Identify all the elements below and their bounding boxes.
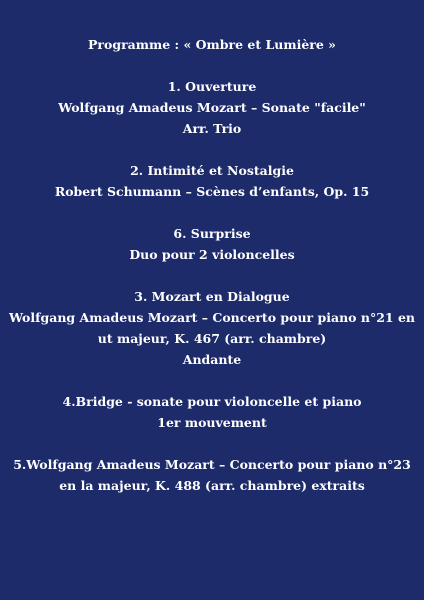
item-heading: 2. Intimité et Nostalgie [130,163,294,178]
item-work: Duo pour 2 violoncelles [129,247,295,262]
item-heading: 6. Surprise [173,226,251,241]
programme-item-surprise [0,223,424,265]
item-heading: 4.Bridge - sonate pour violoncelle et piano [62,394,362,409]
programme-item-ouverture [0,76,424,139]
item-heading: 3. Mozart en Dialogue [134,289,290,304]
programme-item-intimite [0,160,424,202]
item-heading: 5.Wolfgang Amadeus Mozart – Concerto pour piano n°23 en la majeur, K. 488 (arr. chambre) extraits [13,457,411,493]
item-detail: 1er mouvement [157,415,267,430]
item-heading: 1. Ouverture [167,79,257,94]
item-work: Robert Schumann – Scènes d’enfants, Op. 15 [54,184,370,199]
item-work: Wolfgang Amadeus Mozart – Concerto pour piano n°21 en ut majeur, K. 467 (arr. chambre) [9,310,415,346]
programme-item-mozart-dialogue [0,286,424,370]
item-detail: Andante [182,352,242,367]
item-work: Wolfgang Amadeus Mozart – Sonate "facile" [58,100,366,115]
programme-item-bridge [0,391,424,433]
item-detail: Arr. Trio [182,121,242,136]
programme-item-mozart-23 [0,454,424,496]
programme-title: Programme : « Ombre et Lumière » [88,37,336,52]
